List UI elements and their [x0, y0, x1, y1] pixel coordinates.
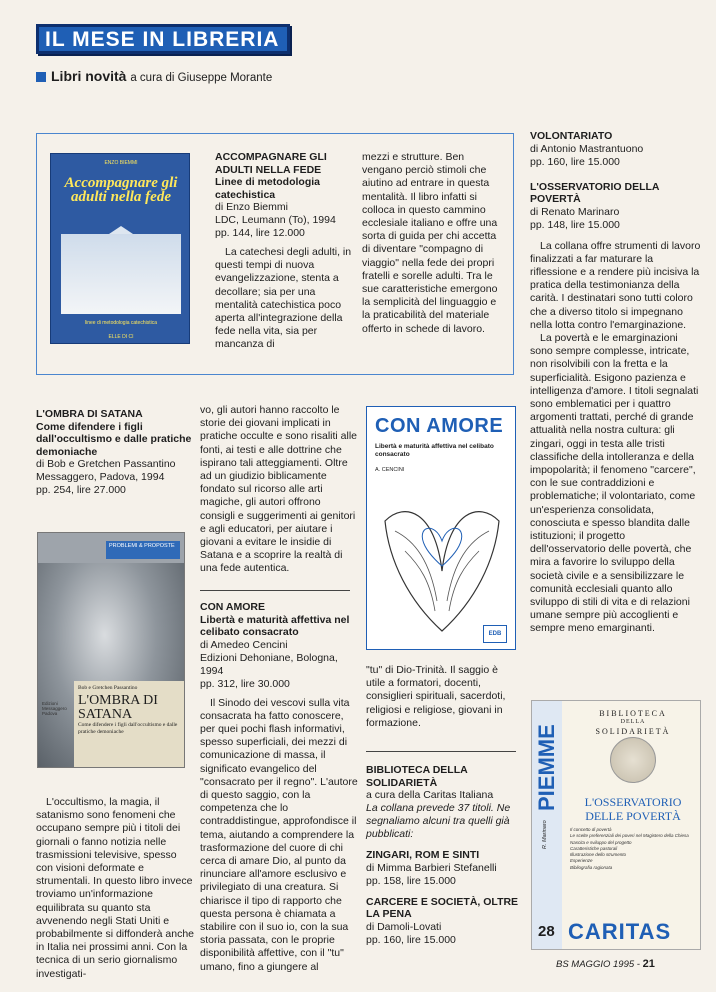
series-word-2: DELLA: [620, 719, 646, 725]
contents-item: Nascita e sviluppo del progetto: [570, 839, 632, 845]
series-info: [366, 764, 522, 947]
page-footer: BS MAGGIO 1995 - 21: [556, 958, 655, 970]
book-author: di Bob e Gretchen Passantino: [36, 458, 176, 470]
divider: [200, 590, 350, 591]
caritas-brand: CARITAS: [568, 919, 672, 944]
cover-spine-band: [532, 701, 562, 950]
publisher-logo: EDB: [483, 625, 507, 643]
section-curator: a cura di Giuseppe Morante: [130, 72, 273, 84]
book2-review-b: vo, gli autori hanno raccolto le storie dei giovani implicati in pratiche occulte e sono risaliti alle fonti, ai testi e alle dottrine che ispirano tali atteggiamenti. Oltre ad un giudizio biblicamente fondato sul ricorso alle arti magiche, gli autori offrono consigli e suggerimenti ai genitori e agli educatori, per aiutare i giovani a evitare le insidie di Satana e a scoprire la realtà di una fede autentica.: [200, 404, 357, 575]
contents-item: Esperienze: [570, 858, 593, 864]
series-item-pages: pp. 160, lire 15.000: [366, 933, 456, 946]
series-item-pages: pp. 158, lire 15.000: [366, 874, 456, 887]
cover-publisher: Edizioni Messaggero Padova: [42, 701, 67, 716]
book-cover-osservatorio: [531, 700, 701, 950]
book-pages: pp. 160, lire 15.000: [530, 155, 620, 168]
hands-illustration: [375, 481, 509, 641]
series-title: BIBLIOTECA DELLA SOLIDARIETÀ: [366, 764, 468, 789]
book-publisher: LDC, Leumann (To), 1994: [215, 214, 336, 226]
cover-title: Accompagnare gli adulti nella fede: [64, 175, 178, 205]
book-title: VOLONTARIATO: [530, 130, 613, 142]
book-subtitle: Linee di metodologia catechistica: [215, 176, 321, 201]
cover-title: L'OMBRA DI SATANA: [78, 693, 158, 722]
book-title: L'OMBRA DI SATANA: [36, 408, 143, 420]
contents-item: Le scelte preferenziali dei poveri nel Magistero della Chiesa: [570, 833, 689, 839]
book-pages: pp. 312, lire 30.000: [200, 677, 290, 690]
right-column: [530, 130, 702, 636]
cover-author: ENZO BIEMMI: [104, 160, 138, 166]
contents-item: Caratteristiche pastorali: [570, 845, 618, 851]
series-item-author: di Damoli-Lovati: [366, 920, 442, 933]
series-item-author: di Mimma Barbieri Stefanelli: [366, 861, 497, 874]
book-pages: pp. 254, lire 27.000: [36, 484, 126, 496]
cover-publisher: ELLE DI CI: [108, 334, 134, 340]
cover-contents-list: [570, 827, 698, 871]
book-author: di Renato Marinaro: [530, 205, 620, 218]
book-subtitle: Libertà e maturità affettiva nel celibato consacrato: [200, 613, 350, 638]
series-curator: a cura della Caritas Italiana: [366, 789, 494, 801]
book-subtitle: Come difendere i figli dall'occultismo e dalle pratiche demoniache: [36, 420, 192, 458]
book-cover-ombra-di-satana: [37, 532, 185, 768]
book-pages: pp. 144, lire 12.000: [215, 227, 305, 239]
review-text: La catechesi degli adulti, in questi tempi di nuova evangelizzazione, stenta a decollare; sia per una mentalità catechistica poco aperta all'integrazione della fede nella vita, sia per mancanza di: [215, 246, 352, 351]
series-word-3: SOLIDARIETÀ: [595, 727, 671, 736]
book2-info: [36, 408, 194, 497]
cover-author: R. Marinaro: [542, 820, 548, 849]
book2-review-a: L'occultismo, la magia, il satanismo sono fenomeni che occupano sempre più i titoli dei giornali o fanno notizia nelle trasmissioni televisive, spesso con visioni deformate e strumentali. In questo libro invece troviamo un'informazione equilibrata su quanto sta avvenendo negli Stati Uniti e probabilmente si diffonderà anche in Italia nei prossimi anni. Con la tecnica di un serio giornalismo investigati-: [36, 796, 194, 980]
review-text: Il Sinodo dei vescovi sulla vita consacrata ha fatto conoscere, per quei pochi flash informativi, spesso superficiali, dei mezzi di comunicazione di massa, il significato evangelico del "consacrato per il regno". L'autore di questo saggio, con la competenza che lo contraddistingue, approfondisce il tema, aiutando a comprendere la trasformazione del cuore di chi cerca di amare Dio, al punto da rinunciare all'amore esclusivo e privilegiato di una creatura. Si chiarisce il tipo di rapporto che questa persona è chiamata a stabilire con il suo io, con la sua storia passata, con le proprie disponibilità affettive, con il "tu" umano, fino a giungere al: [200, 696, 358, 973]
cover-author: Bob e Gretchen Passantino: [78, 685, 138, 691]
emblem-image: [610, 737, 656, 783]
book1-info: [215, 151, 357, 352]
series-description: La collana offre strumenti di lavoro finalizzati a far maturare la riflessione e a rendere più incisiva la pratica della testimonianza della carità. I destinatari sono tutti coloro che a diverso titolo si impegnano nella lotta contro l'emarginazione.: [530, 239, 701, 331]
section-label: Libri novità: [51, 68, 127, 84]
book-author: di Enzo Biemmi: [215, 201, 288, 213]
series-item-title: ZINGARI, ROM E SINTI: [366, 849, 480, 861]
cover-subtitle: Libertà e maturità affettiva nel celibato consacrato: [375, 443, 494, 458]
contents-item: Illustrazione dello strumento: [570, 852, 627, 858]
series-word-1: BIBLIOTECA: [599, 709, 667, 718]
book3-review-cont: "tu" di Dio-Trinità. Il saggio è utile a formatori, docenti, consiglieri spirituali, sacerdoti, religiosi e religiose, giovani in formazione.: [366, 664, 506, 729]
series-item-title: CARCERE E SOCIETÀ, OLTRE LA PENA: [366, 895, 519, 920]
book1-review-cont: mezzi e strutture. Ben vengano perciò stimoli che aiutino ad entrare in questa mentalità. Il libro infatti si colloca in questo cammino ecclesiale italiano e offre una sorta di guida per chi accetta di diventare "compagno di viaggio" nella fede dei propri fratelli e sorelle adulti. Tra le sue caratteristiche emergono la semplicità del linguaggio e la praticabilità del materiale offerto in schede di lavoro.: [362, 151, 498, 335]
page-number: 21: [642, 958, 655, 970]
cover-subtitle: Come difendere i figli dall'occultismo e dalle pratiche demoniache: [78, 722, 178, 735]
magazine-issue: BS MAGGIO 1995: [556, 959, 635, 970]
series-name: [568, 709, 698, 736]
publisher-brand: PIEMME: [534, 724, 559, 811]
book-pages: pp. 148, lire 15.000: [530, 218, 620, 231]
book-cover-accompagnare: [50, 153, 190, 344]
cover-series-label: PROBLEMI & PROPOSTE: [106, 541, 180, 559]
book-publisher: Edizioni Dehoniane, Bologna, 1994: [200, 651, 338, 677]
book3-info: [200, 601, 358, 974]
book-title: ACCOMPAGNARE GLI ADULTI NELLA FEDE: [215, 151, 327, 176]
book-title: L'OSSERVATORIO DELLA POVERTÀ: [530, 180, 660, 205]
cover-title: L'OSSERVATORIO DELLE POVERTÀ: [584, 795, 682, 823]
square-bullet-icon: [36, 72, 46, 82]
book-author: di Antonio Mastrantuono: [530, 142, 644, 155]
cover-subtitle: linee di metodologia catechistica: [85, 320, 157, 326]
series-commentary: La povertà e le emarginazioni sono sempre complesse, intricate, non risolvibili con la fretta e la superficialità. Esigono pazienza e intelligenza d'amore. I titoli segnalati sono emblematici per i quattro argomenti trattati, perché di grande attualità nella nostra cultura: gli zingari, oggi in testa alle tristi classifiche della intolleranza e della impopolarità; il fenomeno "carcere", con le sue contraddizioni e problematiche; il volontariato, come un'esperienza consolidata, conosciuta e spesso blandita dalle istituzioni; il progetto dell'osservatorio delle povertà, che mira a favorire lo sviluppo della società civile e a sensibilizzare le comunità ecclesiali quanto allo sviluppo di stili di vita e di relazioni umane sempre più accoglienti e sempre meno emarginanti.: [530, 331, 699, 635]
contents-item: Bibliografia ragionata: [570, 864, 613, 870]
book-publisher: Messaggero, Padova, 1994: [36, 471, 165, 483]
series-note: La collana prevede 37 titoli. Ne segnaliamo alcuni tra quelli già pubblicati:: [366, 802, 511, 840]
page-header: IL MESE IN LIBRERIA: [36, 24, 290, 54]
snow-image: [61, 234, 181, 314]
book-author: di Amedeo Cencini: [200, 638, 288, 651]
book-cover-con-amore: [366, 406, 516, 650]
divider: [366, 751, 516, 752]
contents-item: Il concetto di povertà: [570, 827, 612, 832]
section-title: [36, 68, 272, 84]
cover-author: A. CENCINI: [375, 467, 405, 473]
series-number: 28: [538, 923, 555, 940]
cover-title: CON AMORE: [375, 415, 504, 437]
book-title: CON AMORE: [200, 601, 265, 613]
cover-title-box: [74, 681, 185, 768]
